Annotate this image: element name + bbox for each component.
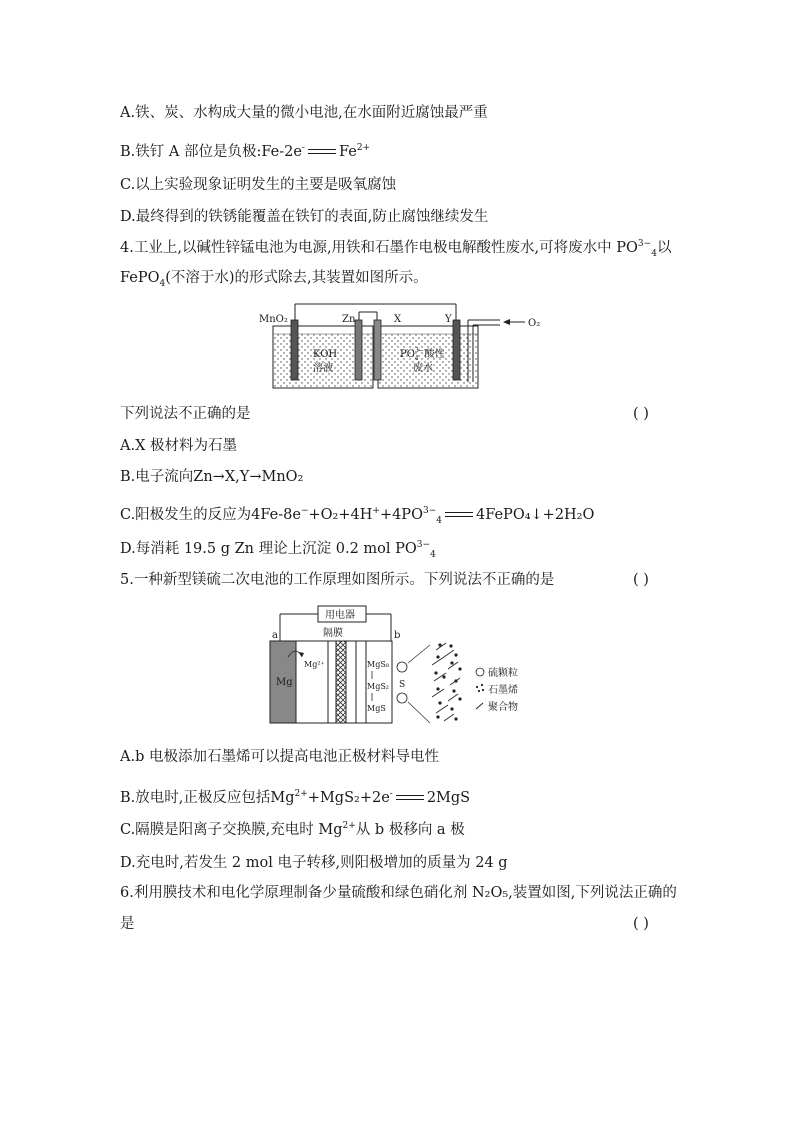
label-device: 用电器 [325,610,355,621]
q5-answer-paren: ( ) [633,572,649,588]
label-zn: Zn [342,314,356,325]
q6-stem-line1: 6.利用膜技术和电化学原理制备少量硫酸和绿色硝化剂 N₂O₅,装置如图,下列说法正确的 [120,885,677,901]
label-mgs8: MgS₈ [367,660,389,669]
q4-option-b: B.电子流向Zn→X,Y→MnO₂ [120,469,304,485]
equals-sign [396,793,424,803]
q5-option-a: A.b 电极添加石墨烯可以提高电池正极材料导电性 [120,749,439,765]
q5-option-b: B.放电时,正极反应包括$Mg^{2+}+MgS_2+2e^-$ 2MgS [120,789,471,806]
q4-option-c: C.阳极发生的反应为$4Fe-8e^-+O_2+4H^++4PO^{3-}_4$ 4FePO₄↓+2H₂O [120,506,595,526]
equals-sign [445,510,473,520]
legend-polymer: 聚合物 [488,702,518,713]
legend-sulfur: 硫颗粒 [488,668,518,679]
label-mg2plus: Mg²⁺ [304,660,325,669]
q4-ask: 下列说法不正确的是 [120,406,251,422]
q6-answer-paren: ( ) [633,916,649,932]
q4-stem-line2: FePO$_4$(不溶于水)的形式除去,其装置如图所示。 [120,270,428,289]
q5-option-d: D.充电时,若发生 2 mol 电子转移,则阳极增加的质量为 24 g [120,855,508,871]
label-mgs: MgS [367,704,386,713]
equals-sign [308,147,336,157]
label-y: Y [445,314,452,325]
label-x: X [394,314,402,325]
label-s: S [399,680,406,690]
legend-graphene: 石墨烯 [488,685,518,696]
q4-option-d: D.每消耗 19.5 g Zn 理论上沉淀 0.2 mol $PO^{3-}_4$ [120,540,436,560]
electrolysis-diagram [255,300,555,395]
q3-option-d: D.最终得到的铁锈能覆盖在铁钉的表面,防止腐蚀继续发生 [120,209,489,225]
label-b: b [394,630,401,641]
q6-stem-line2: 是 [120,916,135,932]
q3-option-b: B.铁钉 A 部位是负极:Fe-2e- $Fe^{2+}$ [120,143,371,160]
label-membrane: 隔膜 [323,628,343,639]
q4-stem-line1: 4.工业上,以碱性锌锰电池为电源,用铁和石墨作电极电解酸性废水,可将废水中 $PO^{3-}_4$以 [120,239,672,259]
label-o2: O₂ [528,318,541,329]
label-mg: Mg [276,677,293,688]
q4-answer-paren: ( ) [633,406,649,422]
label-po4: $PO^{3-}$ 4 酸性 [400,347,445,362]
label-solution: 溶液 [313,363,333,374]
q3-option-c: C.以上实验现象证明发生的主要是吸氧腐蚀 [120,177,397,193]
q5-stem: 5.一种新型镁硫二次电池的工作原理如图所示。下列说法不正确的是 [120,572,555,588]
q3-option-a: A.铁、炭、水构成大量的微小电池,在水面附近腐蚀最严重 [120,105,488,121]
mg-s-battery-diagram [268,605,530,727]
q4-option-a: A.X 极材料为石墨 [120,438,238,454]
label-a: a [272,630,278,641]
label-wastewater: 废水 [413,363,433,374]
q5-option-c: C.隔膜是阳离子交换膜,充电时 $Mg^{2+}$从 b 极移向 a 极 [120,821,465,838]
label-koh: KOH [313,349,338,360]
label-mno2: MnO₂ [259,314,288,325]
label-mgs2: MgS₂ [367,682,389,691]
